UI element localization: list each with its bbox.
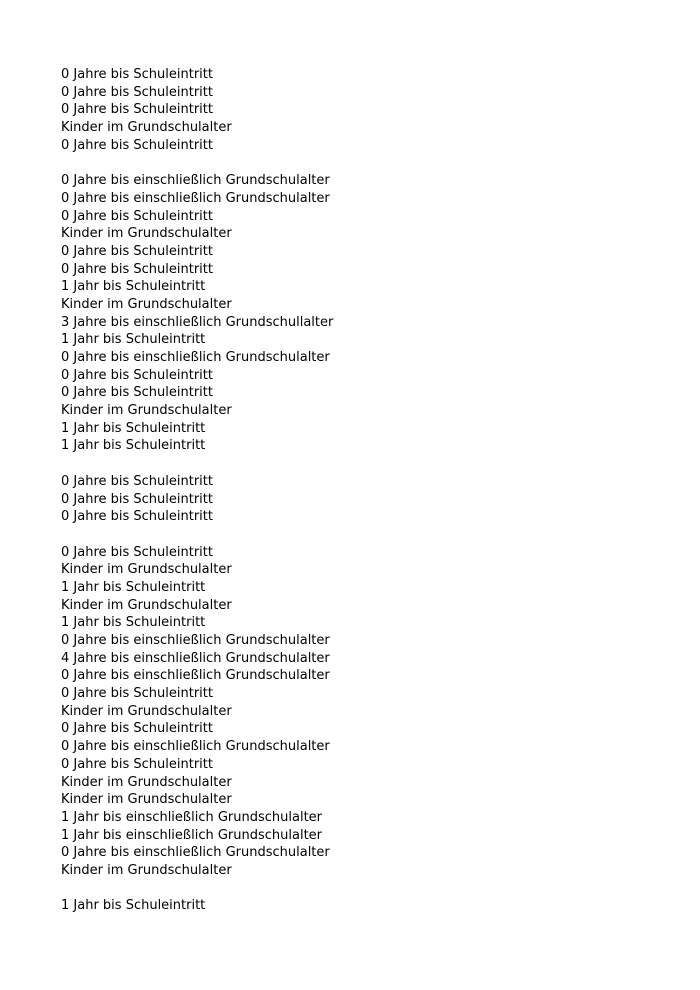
age-group-line: 0 Jahre bis Schuleintritt	[61, 544, 213, 560]
age-group-line: Kinder im Grundschulalter	[61, 226, 232, 242]
age-group-line: 1 Jahr bis einschließlich Grundschulalter	[61, 809, 323, 825]
age-group-line: Kinder im Grundschulalter	[61, 403, 232, 419]
age-group-line: 0 Jahre bis einschließlich Grundschulalter	[61, 668, 330, 684]
age-group-line: 1 Jahr bis einschließlich Grundschulalter	[61, 827, 323, 843]
age-group-list	[61, 66, 681, 915]
age-group-line: Kinder im Grundschulalter	[61, 597, 232, 613]
age-group-line: 1 Jahr bis Schuleintritt	[61, 332, 206, 348]
age-group-line: Kinder im Grundschulalter	[61, 562, 232, 578]
age-group-line: 1 Jahr bis Schuleintritt	[61, 898, 206, 914]
blank-line	[61, 880, 681, 898]
age-group-line: 0 Jahre bis Schuleintritt	[61, 385, 213, 401]
age-group-line: 0 Jahre bis einschließlich Grundschulalter	[61, 350, 330, 365]
age-group-line: 0 Jahre bis Schuleintritt	[61, 509, 213, 525]
age-group-line: 0 Jahre bis Schuleintritt	[61, 102, 213, 118]
age-group-line: Kinder im Grundschulalter	[61, 774, 232, 790]
age-group-line: 0 Jahre bis Schuleintritt	[61, 67, 213, 82]
age-group-line: Kinder im Grundschulalter	[61, 792, 232, 808]
age-group-line: 1 Jahr bis Schuleintritt	[61, 615, 206, 631]
blank-line	[61, 154, 681, 172]
age-group-line: 4 Jahre bis einschließlich Grundschulalter	[61, 650, 330, 666]
age-group-line: 0 Jahre bis Schuleintritt	[61, 491, 213, 507]
age-group-line: Kinder im Grundschulalter	[61, 862, 232, 878]
age-group-line: 0 Jahre bis Schuleintritt	[61, 261, 213, 277]
age-group-line: 0 Jahre bis Schuleintritt	[61, 756, 213, 772]
age-group-line: 0 Jahre bis Schuleintritt	[61, 243, 213, 259]
age-group-line: 0 Jahre bis einschließlich Grundschulalter	[61, 190, 330, 206]
age-group-line: Kinder im Grundschulalter	[61, 296, 232, 312]
age-group-line: 0 Jahre bis einschließlich Grundschulalter	[61, 173, 330, 189]
age-group-line: 3 Jahre bis einschließlich Grundschullalter	[61, 314, 334, 330]
age-group-line: 1 Jahr bis Schuleintritt	[61, 420, 206, 436]
age-group-line: 0 Jahre bis Schuleintritt	[61, 137, 213, 153]
age-group-line: 0 Jahre bis Schuleintritt	[61, 473, 213, 489]
blank-line	[61, 455, 681, 473]
age-group-line: 0 Jahre bis Schuleintritt	[61, 367, 213, 383]
age-group-line: 1 Jahr bis Schuleintritt	[61, 438, 206, 454]
age-group-line: 1 Jahr bis Schuleintritt	[61, 579, 206, 595]
age-group-line: 0 Jahre bis Schuleintritt	[61, 721, 213, 737]
age-group-line: Kinder im Grundschulalter	[61, 703, 232, 719]
age-group-line: Kinder im Grundschulalter	[61, 120, 232, 136]
age-group-line: 1 Jahr bis Schuleintritt	[61, 279, 206, 295]
age-group-line: 0 Jahre bis einschließlich Grundschulalter	[61, 845, 330, 861]
age-group-line: 0 Jahre bis Schuleintritt	[61, 208, 213, 224]
blank-line	[61, 526, 681, 544]
age-group-line: 0 Jahre bis Schuleintritt	[61, 686, 213, 702]
age-group-line: 0 Jahre bis einschließlich Grundschulalter	[61, 739, 330, 755]
age-group-line: 0 Jahre bis Schuleintritt	[61, 84, 213, 100]
age-group-line: 0 Jahre bis einschließlich Grundschulalter	[61, 633, 330, 648]
